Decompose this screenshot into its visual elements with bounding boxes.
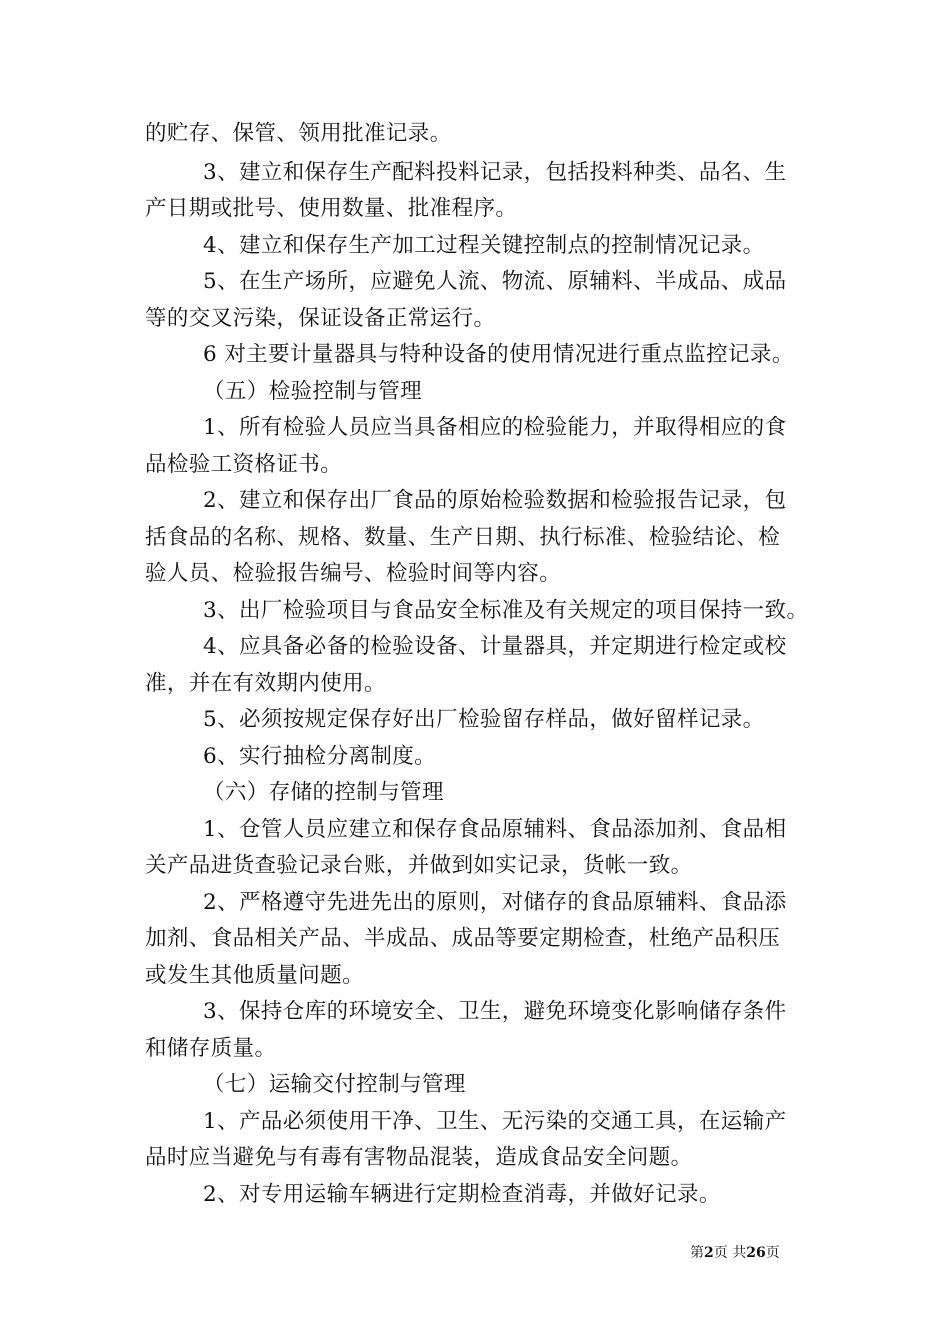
text-line: 6、实行抽检分离制度。 bbox=[203, 744, 437, 769]
section-heading: （七）运输交付控制与管理 bbox=[203, 1072, 466, 1097]
text-line: 5、必须按规定保存好出厂检验留存样品，做好留样记录。 bbox=[203, 707, 765, 732]
page-number-footer bbox=[690, 1244, 780, 1262]
text-line: 括食品的名称、规格、数量、生产日期、执行标准、检验结论、检 bbox=[145, 525, 781, 550]
text-line: 或发生其他质量问题。 bbox=[145, 963, 365, 988]
text-line: 1、仓管人员应建立和保存食品原辅料、食品添加剂、食品相 bbox=[203, 817, 787, 842]
footer-total-pages: 26 bbox=[746, 1245, 766, 1261]
text-line: 的贮存、保管、领用批准记录。 bbox=[145, 121, 452, 146]
footer-middle: 页 共 bbox=[713, 1245, 747, 1261]
text-line: 3、出厂检验项目与食品安全标准及有关规定的项目保持一致。 bbox=[203, 598, 809, 623]
text-line: 和储存质量。 bbox=[145, 1036, 277, 1061]
text-line: 4、应具备必备的检验设备、计量器具，并定期进行检定或校 bbox=[203, 634, 787, 659]
text-line: 等的交叉污染，保证设备正常运行。 bbox=[145, 306, 496, 331]
text-line: 2、建立和保存出厂食品的原始检验数据和检验报告记录，包 bbox=[203, 488, 787, 513]
section-heading: （六）存储的控制与管理 bbox=[203, 780, 444, 805]
text-line: 1、产品必须使用干净、卫生、无污染的交通工具，在运输产 bbox=[203, 1109, 787, 1134]
text-line: 关产品进货查验记录台账，并做到如实记录，货帐一致。 bbox=[145, 853, 693, 878]
text-line: 验人员、检验报告编号、检验时间等内容。 bbox=[145, 561, 562, 586]
text-line: 品检验工资格证书。 bbox=[145, 452, 343, 477]
text-line: 产日期或批号、使用数量、批准程序。 bbox=[145, 196, 518, 221]
text-line: 3、建立和保存生产配料投料记录，包括投料种类、品名、生 bbox=[203, 160, 787, 185]
text-line: 5、在生产场所，应避免人流、物流、原辅料、半成品、成品 bbox=[203, 269, 787, 294]
text-line: 加剂、食品相关产品、半成品、成品等要定期检查，杜绝产品积压 bbox=[145, 926, 781, 951]
text-line: 1、所有检验人员应当具备相应的检验能力，并取得相应的食 bbox=[203, 415, 787, 440]
text-line: 2、对专用运输车辆进行定期检查消毒，并做好记录。 bbox=[203, 1182, 721, 1207]
section-heading: （五）检验控制与管理 bbox=[203, 379, 423, 404]
footer-page-number: 2 bbox=[704, 1245, 714, 1261]
footer-prefix: 第 bbox=[690, 1245, 704, 1261]
text-line: 4、建立和保存生产加工过程关键控制点的控制情况记录。 bbox=[203, 233, 765, 258]
text-line: 品时应当避免与有毒有害物品混装，造成食品安全问题。 bbox=[145, 1145, 693, 1170]
text-line: 3、保持仓库的环境安全、卫生，避免环境变化影响储存条件 bbox=[203, 999, 787, 1024]
text-line: 6 对主要计量器具与特种设备的使用情况进行重点监控记录。 bbox=[203, 342, 794, 367]
footer-suffix: 页 bbox=[765, 1245, 780, 1261]
text-line: 准，并在有效期内使用。 bbox=[145, 671, 386, 696]
text-line: 2、严格遵守先进先出的原则，对储存的食品原辅料、食品添 bbox=[203, 890, 787, 915]
